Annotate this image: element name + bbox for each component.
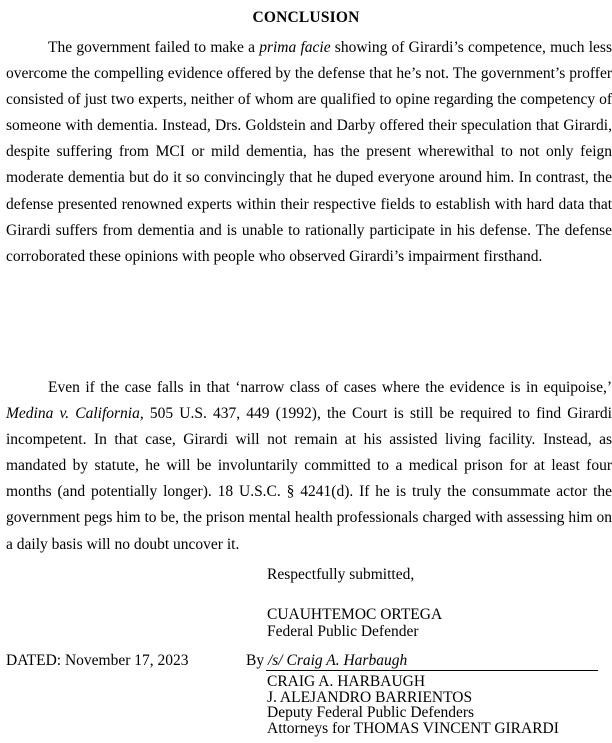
paragraph-2 [6, 375, 612, 558]
section-heading: CONCLUSION [252, 9, 360, 26]
case-citation: Medina v. California [6, 405, 140, 423]
paragraph-2-text-b: , 505 U.S. 437, 449 (1992), the Court is still be required to find Girardi incompetent. In that case, Girardi will not remain at his assisted living facility. Instead, as mandated by statute, he will be involuntarily committed to a medical prison for at least four months (and potentially longer). 18 U.S.C. § 4241(d). If he is truly the consummate actor the government pegs him to be, the prison mental health professionals charged with assessing him on a daily basis will no doubt uncover it. [6, 405, 612, 553]
defender-block [267, 606, 442, 640]
signature-line [246, 652, 407, 669]
defender-title: Federal Public Defender [267, 623, 419, 640]
dated-line: DATED: November 17, 2023 [6, 652, 189, 669]
by-label: By [246, 652, 268, 669]
paragraph-1-italic: prima facie [259, 39, 331, 56]
signature-text: /s/ Craig A. Harbaugh [267, 652, 408, 669]
attorney-name-1: CRAIG A. HARBAUGH [267, 673, 426, 690]
paragraph-2-text-a: Even if the case falls in that ‘narrow class of cases where the evidence is in equipoise,’ [48, 379, 612, 396]
paragraph-1-text-a: The government failed to make a [48, 39, 260, 56]
attorney-block [267, 674, 559, 736]
attorney-name-2: J. ALEJANDRO BARRIENTOS [267, 688, 473, 706]
attorneys-title: Deputy Federal Public Defenders [267, 704, 475, 721]
defender-name: CUAUHTEMOC ORTEGA [267, 606, 443, 623]
closing-line: Respectfully submitted, [267, 566, 415, 583]
attorneys-for: Attorneys for THOMAS VINCENT GIRARDI [267, 719, 559, 737]
paragraph-1-text-b: showing of Girardi’s competence, much less overcome the compelling evidence offered by the defense that he’s not. The government’s proffer consisted of just two experts, neither of whom are qualified to opine regarding the competency of someone with dementia. Instead, Drs. Goldstein and Darby offered their speculation that Girardi, despite suffering from MCI or mild dementia, has the present wherewithal to not only feign moderate dementia but do it so convincingly that he duped everyone around him. In contrast, the defense presented renowned experts within their respective fields to establish with hard data that Girardi suffers from dementia and is unable to rationally participate in his defense. The defense corroborated these opinions with people who observed Girardi’s impairment firsthand. [6, 39, 612, 265]
paragraph-1 [6, 35, 612, 270]
signature-rule [266, 670, 598, 671]
